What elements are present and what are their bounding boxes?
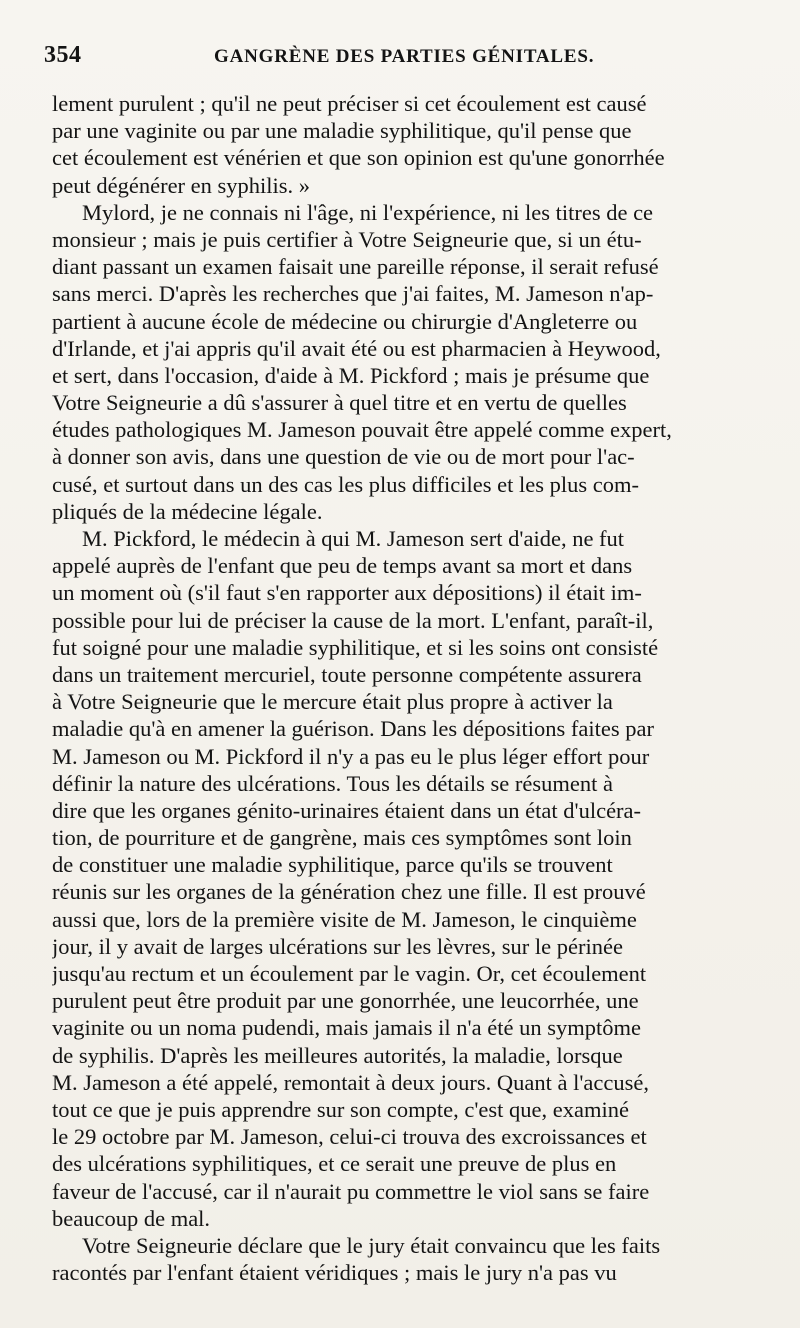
text-line-40: des ulcérations syphilitiques, et ce serait une preuve de plus en xyxy=(52,1151,617,1177)
text-line-31: aussi que, lors de la première visite de M. Jameson, le cinquième xyxy=(52,906,637,932)
text-line-32: jour, il y avait de larges ulcérations sur les lèvres, sur le périnée xyxy=(52,933,623,959)
text-line-44: racontés par l'enfant étaient véridiques ; mais le jury n'a pas vu xyxy=(52,1260,617,1286)
text-line-25: M. Jameson ou M. Pickford il n'y a pas eu le plus léger effort pour xyxy=(52,743,650,769)
text-line-12: Votre Seigneurie a dû s'assurer à quel titre et en vertu de quelles xyxy=(52,390,627,416)
text-line-33: jusqu'au rectum et un écoulement par le vagin. Or, cet écoulement xyxy=(52,961,647,986)
text-line-26: définir la nature des ulcérations. Tous les détails se résument à xyxy=(52,770,613,796)
text-line-41: faveur de l'accusé, car il n'aurait pu commettre le viol sans se faire xyxy=(52,1178,650,1204)
running-head: GANGRÈNE DES PARTIES GÉNITALES. xyxy=(214,46,595,67)
text-line-8: sans merci. D'après les recherches que j'ai faites, M. Jameson n'ap- xyxy=(52,281,654,307)
text-line-34: purulent peut être produit par une gonorrhée, une leucorrhée, une xyxy=(52,988,639,1014)
text-line-19: un moment où (s'il faut s'en rapporter aux dépositions) il était im- xyxy=(52,580,642,606)
text-line-14: à donner son avis, dans une question de vie ou de mort pour l'ac- xyxy=(52,444,635,470)
text-line-35: vaginite ou un noma pudendi, mais jamais il n'a été un symptôme xyxy=(52,1015,641,1041)
text-line-36: de syphilis. D'après les meilleures autorités, la maladie, lorsque xyxy=(52,1042,623,1068)
text-line-22: dans un traitement mercuriel, toute personne compétente assurera xyxy=(52,661,642,687)
text-line-11: et sert, dans l'occasion, d'aide à M. Pickford ; mais je présume que xyxy=(52,362,650,388)
text-line-5: Mylord, je ne connais ni l'âge, ni l'expérience, ni les titres de ce xyxy=(82,199,654,225)
text-line-43: Votre Seigneurie déclare que le jury était convaincu que les faits xyxy=(82,1232,661,1258)
text-line-7: diant passant un examen faisait une pareille réponse, il serait refusé xyxy=(52,254,659,280)
text-line-15: cusé, et surtout dans un des cas les plus difficiles et les plus com- xyxy=(52,471,639,497)
text-line-29: de constituer une maladie syphilitique, parce qu'ils se trouvent xyxy=(52,852,613,878)
text-line-9: partient à aucune école de médecine ou chirurgie d'Angleterre ou xyxy=(52,308,638,334)
text-line-13: études pathologiques M. Jameson pouvait être appelé comme expert, xyxy=(52,417,672,443)
text-line-30: réunis sur les organes de la génération chez une fille. Il est prouvé xyxy=(52,879,646,905)
page-header xyxy=(44,42,774,78)
text-line-21: fut soigné pour une maladie syphilitique, et si les soins ont consisté xyxy=(52,634,659,660)
text-line-1: lement purulent ; qu'il ne peut préciser si cet écoulement est causé xyxy=(52,91,647,116)
text-line-28: tion, de pourriture et de gangrène, mais ces symptômes sont loin xyxy=(52,825,632,851)
text-line-18: appelé auprès de l'enfant que peu de temps avant sa mort et dans xyxy=(52,553,633,579)
text-line-24: maladie qu'à en amener la guérison. Dans les dépositions faites par xyxy=(52,716,654,742)
text-line-42: beaucoup de mal. xyxy=(52,1205,211,1231)
text-line-23: à Votre Seigneurie que le mercure était plus propre à activer la xyxy=(52,689,613,715)
text-line-3: cet écoulement est vénérien et que son opinion est qu'une gonorrhée xyxy=(52,145,665,171)
text-line-4: peut dégénérer en syphilis. » xyxy=(52,172,311,198)
text-line-6: monsieur ; mais je puis certifier à Votre Seigneurie que, si un étu- xyxy=(52,226,642,252)
text-line-37: M. Jameson a été appelé, remontait à deux jours. Quant à l'accusé, xyxy=(52,1069,649,1095)
text-line-38: tout ce que je puis apprendre sur son compte, c'est que, examiné xyxy=(52,1096,629,1122)
page-number: 354 xyxy=(44,42,82,68)
body-text xyxy=(52,90,752,1286)
text-line-39: le 29 octobre par M. Jameson, celui-ci trouva des excroissances et xyxy=(52,1124,647,1150)
text-line-10: d'Irlande, et j'ai appris qu'il avait été ou est pharmacien à Heywood, xyxy=(52,335,661,361)
text-line-20: possible pour lui de préciser la cause de la mort. L'enfant, paraît-il, xyxy=(52,607,654,633)
text-line-2: par une vaginite ou par une maladie syphilitique, qu'il pense que xyxy=(52,118,632,144)
bottom-margin xyxy=(0,1280,800,1328)
text-line-27: dire que les organes génito-urinaires étaient dans un état d'ulcéra- xyxy=(52,797,642,823)
text-line-16: pliqués de la médecine légale. xyxy=(52,498,323,524)
text-line-17: M. Pickford, le médecin à qui M. Jameson sert d'aide, ne fut xyxy=(82,526,625,551)
